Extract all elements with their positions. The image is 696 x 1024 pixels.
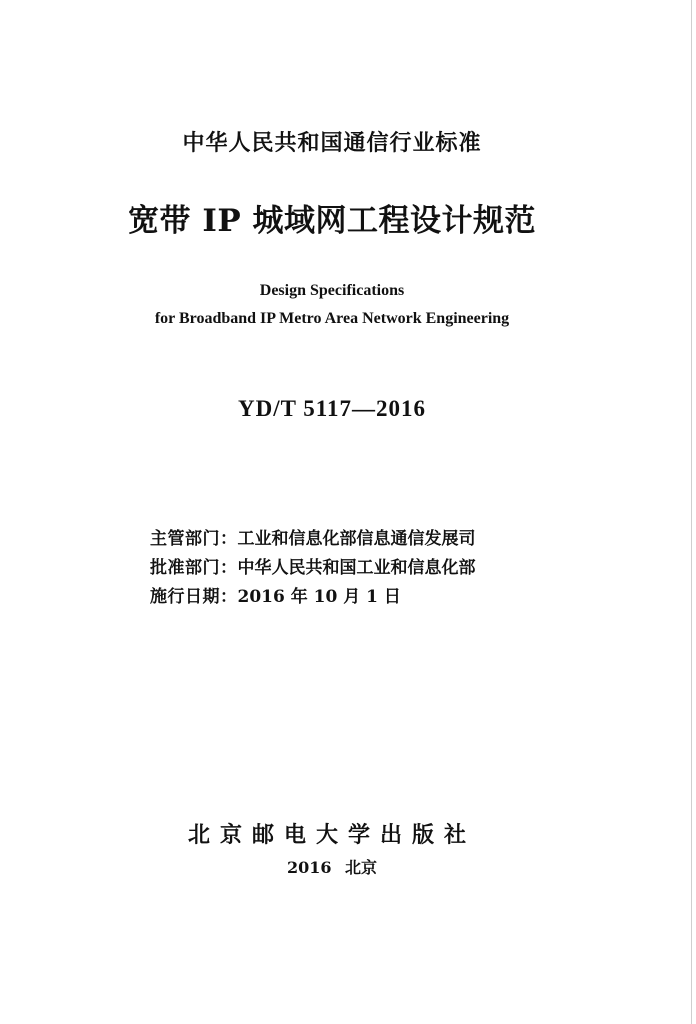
- competent-department-label: 主管部门：: [150, 529, 238, 549]
- english-title-line-1: Design Specifications: [259, 282, 405, 299]
- approving-department-value: 中华人民共和国工业和信息化部: [237, 558, 476, 578]
- effective-date-row: [150, 582, 401, 607]
- competent-department-value: 工业和信息化部信息通信发展司: [237, 529, 476, 549]
- standard-number: YD/T 5117—2016: [237, 396, 427, 421]
- publisher-name: 北京邮电大学出版社: [187, 822, 476, 848]
- page-edge-divider: [691, 0, 692, 1024]
- competent-department-row: [150, 524, 476, 549]
- industry-standard-heading: 中华人民共和国通信行业标准: [182, 130, 482, 156]
- publication-year-place: 2016 北京: [286, 858, 378, 877]
- english-title-line-2: for Broadband IP Metro Area Network Engineering: [154, 310, 510, 327]
- effective-date-value: 2016 年 10 月 1 日: [237, 587, 401, 607]
- chinese-title: 宽带 IP 城域网工程设计规范: [128, 203, 536, 239]
- approving-department-row: [150, 553, 476, 578]
- effective-date-label: 施行日期：: [150, 587, 238, 607]
- approving-department-label: 批准部门：: [150, 558, 238, 578]
